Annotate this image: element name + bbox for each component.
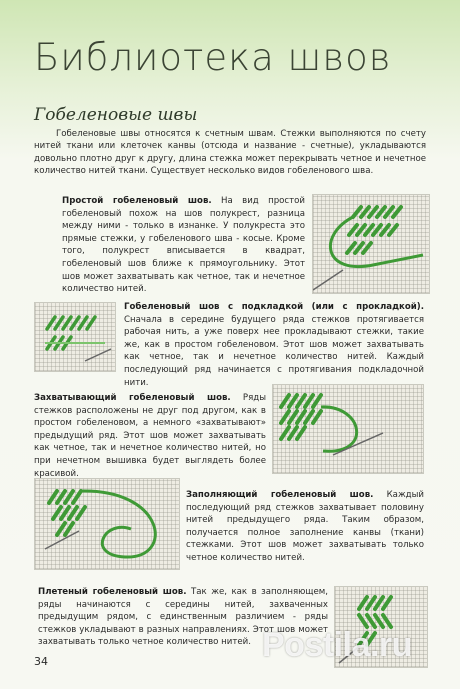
section-text: Каждый последующий ряд стежков захватывает половину нитей предыдущего ряда. Таким образом, получается полное заполнение канвы (ткани) стежками. Этот шов может захватывать только четное количество нитей. xyxy=(186,490,424,563)
page-title: Библиотека швов xyxy=(34,36,392,79)
section-padded-tapestry xyxy=(124,301,424,389)
section-heading: Заполняющий гобеленовый шов. xyxy=(186,490,374,500)
intro-paragraph: Гобеленовые швы относятся к счетным швам. Стежки выполняются по счету нитей ткани или клеточек канвы (отсюда и название - счетные), укладываются довольно плотно друг к другу, длина стежка может перекрывать четное и нечетное количество нитей ткани. Существует несколько видов гобеленового шва. xyxy=(34,129,426,177)
stitch-illustration-simple xyxy=(312,194,430,294)
section-heading: Гобеленовый шов с подкладкой (или с прокладкой). xyxy=(124,302,424,312)
section-subtitle: Гобеленовые швы xyxy=(34,105,198,125)
stitch-illustration-overlapping xyxy=(272,384,424,474)
section-text: На вид простой гобеленовый похож на шов полукрест, разница между ними - только в изнанке. У полукреста это прямые стежки, у гобеленового шва - косые. Кроме того, полукрест вписывается в квадрат, гобеленовый шов ближе к прямоугольнику. Этот шов может захватывать как четное, так и нечетное количество нитей. xyxy=(62,196,305,295)
section-text: Сначала в середине будущего ряда стежков протягивается рабочая нить, а уже поверх нее прокладывают стежки, такие же, как в простом гобеленовом. Этот шов может захватывать как четное, так и нечетное количество нитей. Каждый последующий ряд начинается с протягивания подкладочной нити. xyxy=(124,314,424,388)
section-simple-tapestry xyxy=(62,195,305,296)
stitch-illustration-padded xyxy=(34,302,116,372)
watermark-logo: Postila.ru xyxy=(262,626,412,664)
stitch-illustration-filling xyxy=(34,478,180,570)
section-text: Ряды стежков расположены не друг под другом, как в простом гобеленовом, а немного «захватывают» предыдущий ряд. Этот шов может захватывать как четное, так и нечетное количество нитей, но при нечетном вышивка будет выглядеть более красивой. xyxy=(34,393,266,479)
section-overlapping-tapestry xyxy=(34,392,266,480)
page-number: 34 xyxy=(34,655,48,668)
section-text: Так же, как в заполняющем, ряды начинаются с середины нитей, захваченных предыдущим рядом, с единственным различием - ряды стежков укладывают в разных направлениях. Этот шов может захватывать только четное количество нитей. xyxy=(38,587,328,648)
section-heading: Захватывающий гобеленовый шов. xyxy=(34,393,231,403)
section-heading: Плетеный гобеленовый шов. xyxy=(38,587,187,597)
section-filling-tapestry xyxy=(186,489,424,565)
section-heading: Простой гобеленовый шов. xyxy=(62,196,212,206)
